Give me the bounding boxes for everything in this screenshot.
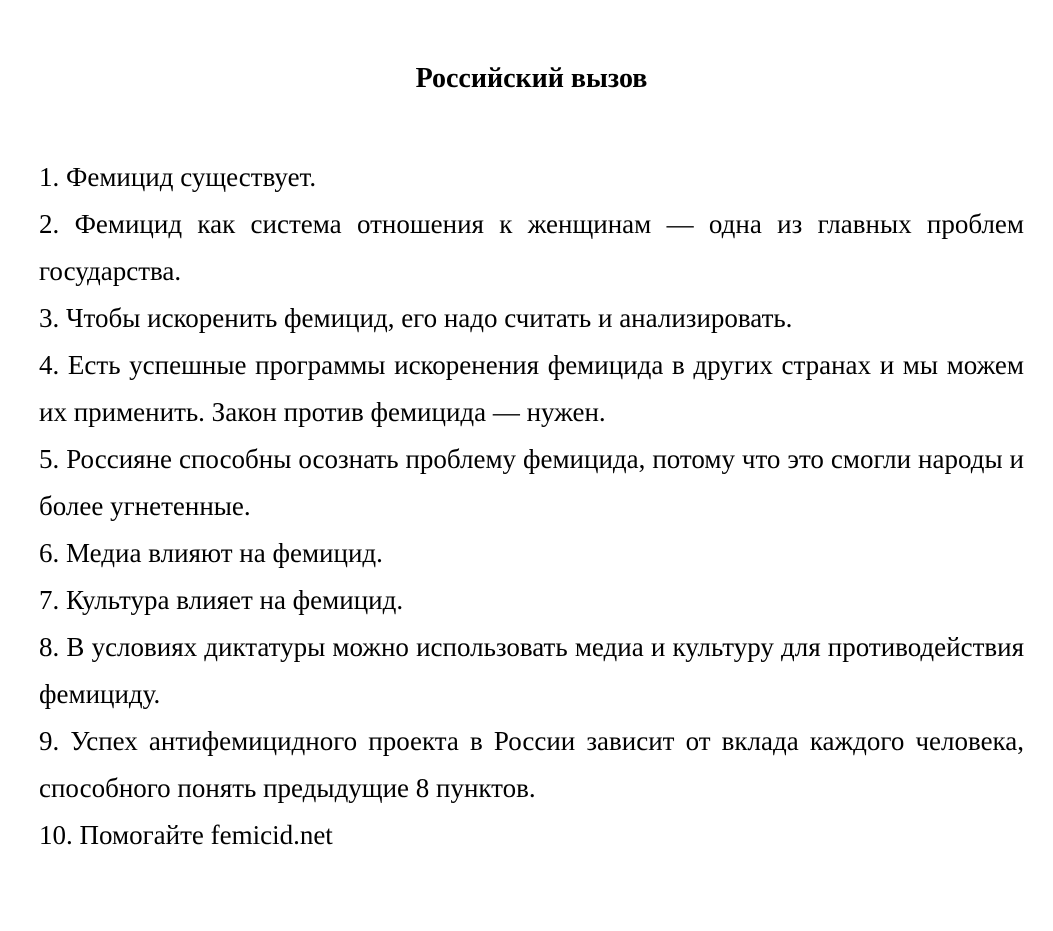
document-title: Российский вызов	[415, 63, 648, 94]
list-item-1: 1. Фемицид существует.	[39, 162, 317, 192]
list-item-8: 8. В условиях диктатуры можно использовать медиа и культуру для противодействия фемициду.	[39, 632, 1024, 709]
list-item-3: 3. Чтобы искоренить фемицид, его надо считать и анализировать.	[39, 303, 793, 333]
list-item-7: 7. Культура влияет на фемицид.	[39, 585, 404, 615]
list-item-9: 9. Успех антифемицидного проекта в России зависит от вклада каждого человека, способного понять предыдущие 8 пунктов.	[39, 726, 1024, 803]
list-item-4: 4. Есть успешные программы искоренения фемицида в других странах и мы можем их применить. Закон против фемицида — нужен.	[39, 350, 1024, 427]
list-item-5: 5. Россияне способны осознать проблему фемицида, потому что это смогли народы и более угнетенные.	[39, 444, 1024, 521]
list-item-10: 10. Помогайте femicid.net	[39, 820, 333, 850]
list-item-2: 2. Фемицид как система отношения к женщинам — одна из главных проблем государства.	[39, 209, 1024, 286]
points-list	[39, 154, 1024, 859]
list-item-6: 6. Медиа влияют на фемицид.	[39, 538, 383, 568]
